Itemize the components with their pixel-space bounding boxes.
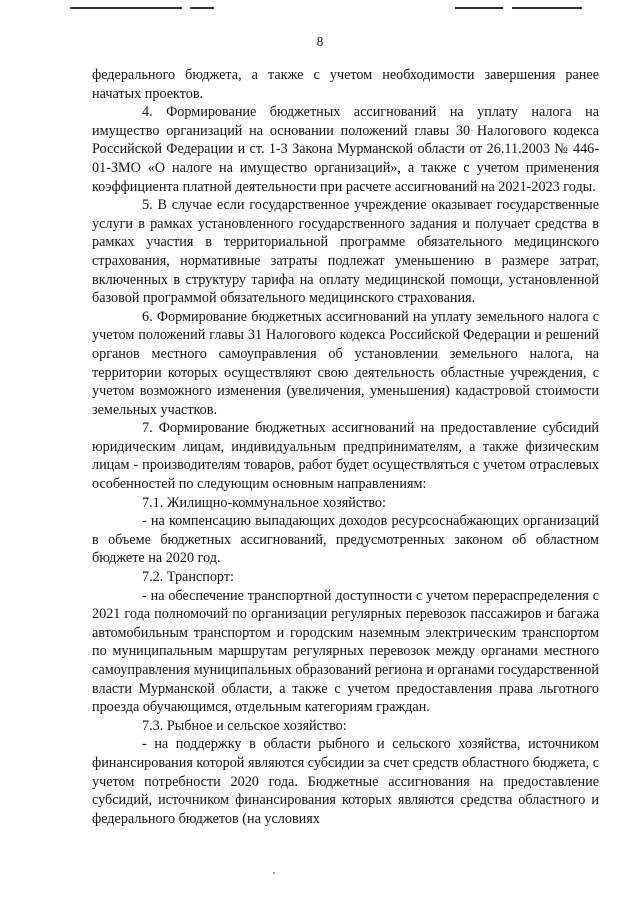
paragraph-item-4: 4. Формирование бюджетных ассигнований на уплату налога на имущество организаций на основании положений главы 30 Налогового кодекса Российской Федерации и ст. 1-3 Закона Мурманской области от 26.11.2003 № 446-01-ЗМО «О налоге на имущество организаций», а также с учетом применения коэффициента платной деятельности при расчете ассигнований на 2021-2023 годы. [92,104,599,195]
page-number: 8 [316,34,324,49]
list-item-7-3: - на поддержку в области рыбного и сельского хозяйства, источником финансирования которой являются субсидии за счет средств областного бюджета, с учетом потребности 2020 года. Бюджетные ассигнования на предоставление субсидий, источником финансирования которых являются средства областного и федерального бюджетов (на условиях [92,736,599,827]
list-item-7-2: - на обеспечение транспортной доступности с учетом перераспределения с 2021 года полномочий по организации регулярных перевозок пассажиров и багажа автомобильным транспортом и городским наземным электрическим транспортом по муниципальным маршрутам регулярных перевозок между органами местного самоуправления муниципальных образований региона и органами государственной власти Мурманской области, а также с учетом предоставления права льготного проезда обучающимся, отдельным категориям граждан. [92,587,599,716]
scan-artifact-line [190,7,214,9]
paragraph-item-5: 5. В случае если государственное учреждение оказывает государственные услуги в рамках установленного государственного задания и получает средства в рамках участия в территориальной программе обязательного медицинского страхования, нормативные затраты подлежат уменьшению в размере затрат, включенных в структуру тарифа на оплату медицинской помощи, установленной базовой программой обязательного медицинского страхования. [92,197,599,307]
scan-artifact-dot [273,872,275,874]
scan-artifact-line [455,7,503,9]
scan-artifact-line [512,7,582,9]
list-item-7-1: - на компенсацию выпадающих доходов ресурсоснабжающих организаций в объеме бюджетных ассигнований, предусмотренных законом об областном бюджете на 2020 год. [92,513,599,567]
subheading-7-3: 7.3. Рыбное и сельское хозяйство: [142,717,347,734]
paragraph-item-7: 7. Формирование бюджетных ассигнований на предоставление субсидий юридическим лицам, индивидуальным предпринимателям, а также физическим лицам - производителям товаров, работ будет осуществляться с учетом отраслевых особенностей по следующим основным направлениям: [92,420,599,493]
subheading-7-1: 7.1. Жилищно-коммунальное хозяйство: [142,494,386,511]
paragraph-continuation: федерального бюджета, а также с учетом необходимости завершения ранее начатых проектов. [92,67,599,102]
scan-artifact-line [70,7,182,9]
paragraph-item-6: 6. Формирование бюджетных ассигнований на уплату земельного налога с учетом положений главы 31 Налогового кодекса Российской Федерации и решений органов местного самоуправления об установлении земельного налога, на территории которых осуществляют свою деятельность областные учреждения, с учетом возможного изменения (увеличения, уменьшения) кадастровой стоимости земельных участков. [92,308,599,418]
subheading-7-2: 7.2. Транспорт: [142,569,234,586]
document-body [92,66,599,828]
